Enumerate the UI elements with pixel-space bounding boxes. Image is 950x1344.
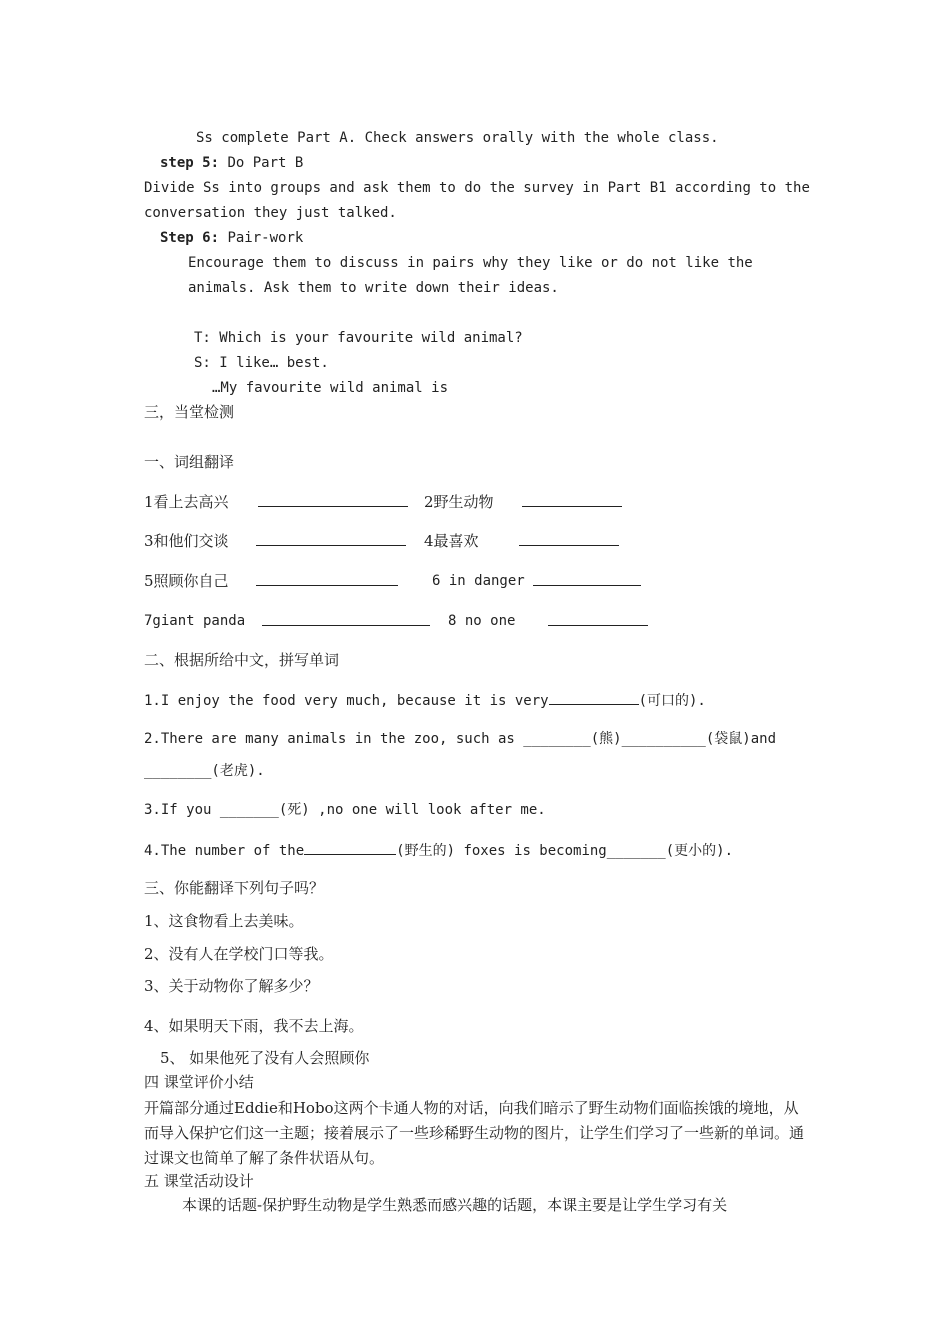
phrase-item-7: 7giant panda xyxy=(144,613,246,629)
section4-title: 四 课堂评价小结 xyxy=(144,1073,254,1091)
part1-title: 一、词组翻译 xyxy=(144,453,235,471)
student-answer-2: …My favourite wild animal is xyxy=(212,380,449,396)
phrase-item-4: 4最喜欢 xyxy=(424,532,479,550)
phrase-item-6: 6 in danger xyxy=(432,573,525,589)
spelling-question-1 xyxy=(144,690,706,711)
spelling-question-2-cont: ________(老虎). xyxy=(144,763,265,779)
step6-label: Step 6: xyxy=(160,230,220,246)
step6-instruction-line2: animals. Ask them to write down their ideas. xyxy=(188,280,559,296)
phrase-item-1: 1看上去高兴 xyxy=(144,493,229,511)
section4-body: 开篇部分通过Eddie和Hobo这两个卡通人物的对话，向我们暗示了野生动物们面临挨饿的境地，从而导入保护它们这一主题；接着展示了一些珍稀野生动物的图片，让学生们学习了一些新的单词。通过课文也简单了解了条件状语从句。 xyxy=(144,1099,805,1167)
step6-line xyxy=(160,228,303,248)
translate-sentence-1: 1、这食物看上去美味。 xyxy=(144,912,304,930)
part3-title: 三、你能翻译下列句子吗？ xyxy=(144,879,325,897)
step4-instruction: Ss complete Part A. Check answers orally with the whole class. xyxy=(196,130,719,146)
spelling-question-4 xyxy=(144,840,733,861)
step5-instruction-line2: conversation they just talked. xyxy=(144,205,397,221)
answer-blank-5[interactable] xyxy=(256,571,398,586)
teacher-question: T: Which is your favourite wild animal? xyxy=(194,330,523,346)
step5-text: Do Part B xyxy=(227,155,304,171)
answer-blank-8[interactable] xyxy=(548,611,648,626)
spelling-question-3: 3.If you _______(死) ,no one will look after me. xyxy=(144,802,546,818)
translate-sentence-2: 2、没有人在学校门口等我。 xyxy=(144,945,334,963)
phrase-item-3: 3和他们交谈 xyxy=(144,532,229,550)
section5-body: 本课的话题-保护野生动物是学生熟悉而感兴趣的话题，本课主要是让学生学习有关 xyxy=(182,1196,728,1214)
translate-sentence-5: 5、 如果他死了没有人会照顾你 xyxy=(160,1049,370,1067)
q4-blank[interactable] xyxy=(304,840,396,855)
step6-instruction-line1: Encourage them to discuss in pairs why they like or do not like the xyxy=(188,255,753,271)
q4-hint: (野生的) foxes is becoming_______(更小的). xyxy=(396,843,734,859)
translate-sentence-4: 4、如果明天下雨，我不去上海。 xyxy=(144,1017,364,1035)
q1-text: 1.I enjoy the food very much, because it is very xyxy=(144,693,549,709)
student-answer: S: I like… best. xyxy=(194,355,329,371)
step5-line xyxy=(160,153,303,173)
answer-blank-3[interactable] xyxy=(256,531,406,546)
step5-label: step 5: xyxy=(160,155,220,171)
phrase-item-2: 2野生动物 xyxy=(424,493,494,511)
section5-title: 五 课堂活动设计 xyxy=(144,1172,254,1190)
answer-blank-7[interactable] xyxy=(262,611,430,626)
step5-instruction-line1: Divide Ss into groups and ask them to do the survey in Part B1 according to the xyxy=(144,180,810,196)
spelling-question-2: 2.There are many animals in the zoo, such as ________(熊)__________(袋鼠)and xyxy=(144,731,777,747)
answer-blank-1[interactable] xyxy=(258,492,408,507)
answer-blank-6[interactable] xyxy=(533,571,641,586)
part2-title: 二、根据所给中文，拼写单词 xyxy=(144,651,340,669)
phrase-item-5: 5照顾你自己 xyxy=(144,572,229,590)
step6-text: Pair-work xyxy=(227,230,304,246)
phrase-item-8: 8 no one xyxy=(448,613,516,629)
answer-blank-2[interactable] xyxy=(522,492,622,507)
q1-blank[interactable] xyxy=(549,690,639,705)
q4-text: 4.The number of the xyxy=(144,843,305,859)
answer-blank-4[interactable] xyxy=(519,531,619,546)
q1-hint: (可口的). xyxy=(638,693,706,709)
translate-sentence-3: 3、关于动物你了解多少？ xyxy=(144,977,319,995)
section3-title: 三，当堂检测 xyxy=(144,403,235,421)
